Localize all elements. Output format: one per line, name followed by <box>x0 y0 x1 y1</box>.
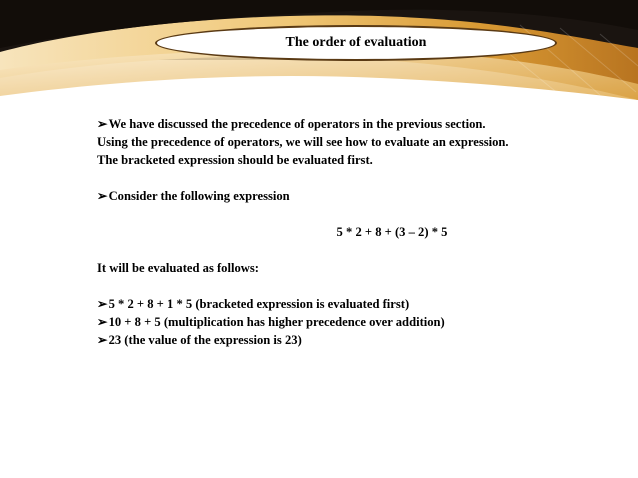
evaluated-label: It will be evaluated as follows: <box>97 261 259 275</box>
slide-title: The order of evaluation <box>285 35 427 50</box>
consider-line: ➢Consider the following expression <box>97 189 290 203</box>
expression: 5 * 2 + 8 + (3 – 2) * 5 <box>336 225 448 239</box>
arrow-bullet-icon: ➢ <box>97 297 108 311</box>
step-1: ➢5 * 2 + 8 + 1 * 5 (bracketed expression is evaluated first) <box>97 297 410 311</box>
arrow-bullet-icon: ➢ <box>97 189 108 203</box>
title-oval <box>155 25 557 61</box>
intro-line-1: ➢We have discussed the precedence of operators in the previous section. <box>97 117 486 131</box>
intro-line-3: The bracketed expression should be evaluated first. <box>97 153 373 167</box>
step-3: ➢23 (the value of the expression is 23) <box>97 333 302 347</box>
slide-body <box>97 115 597 349</box>
intro-line-2: Using the precedence of operators, we will see how to evaluate an expression. <box>97 135 509 149</box>
arrow-bullet-icon: ➢ <box>97 117 108 131</box>
arrow-bullet-icon: ➢ <box>97 333 108 347</box>
step-2: ➢10 + 8 + 5 (multiplication has higher precedence over addition) <box>97 315 445 329</box>
arrow-bullet-icon: ➢ <box>97 315 108 329</box>
